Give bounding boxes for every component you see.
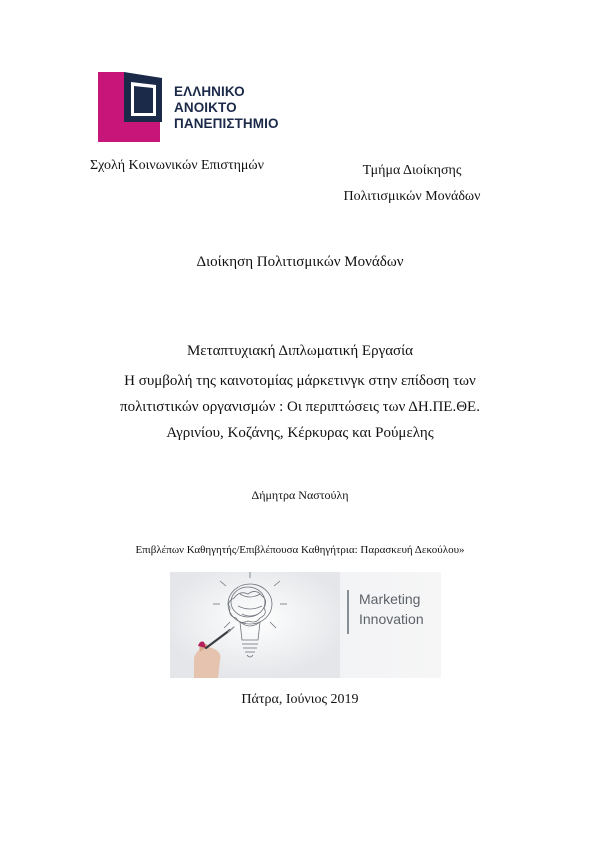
banner-line-2: Innovation bbox=[359, 611, 424, 627]
logo-line-3: ΠΑΝΕΠΙΣΤΗΜΙΟ bbox=[174, 116, 279, 131]
department-name bbox=[332, 158, 492, 210]
university-logo-icon bbox=[98, 70, 168, 142]
department-line-2: Πολιτισμικών Μονάδων bbox=[343, 189, 481, 204]
university-logo-text bbox=[174, 84, 279, 132]
program-name: Διοίκηση Πολιτισμικών Μονάδων bbox=[196, 254, 404, 270]
department-line-1: Τμήμα Διοίκησης bbox=[362, 163, 462, 178]
author-name: Δήμητρα Ναστούλη bbox=[251, 488, 349, 502]
thesis-title bbox=[0, 368, 600, 446]
thesis-type: Μεταπτυχιακή Διπλωματική Εργασία bbox=[186, 343, 414, 359]
thesis-title-line-1: Η συμβολή της καινοτομίας μάρκετινγκ στην επίδοση των bbox=[124, 373, 476, 389]
thesis-title-line-2: πολιτιστικών οργανισμών : Οι περιπτώσεις των ΔΗ.ΠΕ.ΘΕ. bbox=[120, 399, 480, 415]
hand-drawing-lightbulb-icon bbox=[170, 572, 340, 678]
supervisor-line: Επιβλέπων Καθηγητής/Επιβλέπουσα Καθηγήτρια: Παρασκευή Δεκούλου» bbox=[135, 544, 465, 556]
logo-line-1: ΕΛΛΗΝΙΚΟ bbox=[174, 84, 245, 99]
marketing-innovation-banner bbox=[170, 572, 441, 678]
banner-divider bbox=[347, 590, 349, 634]
logo-line-2: ΑΝΟΙΚΤΟ bbox=[174, 100, 237, 115]
university-logo bbox=[98, 70, 298, 142]
school-name: Σχολή Κοινωνικών Επιστημών bbox=[90, 158, 264, 173]
banner-text bbox=[359, 589, 424, 629]
place-and-date: Πάτρα, Ιούνιος 2019 bbox=[241, 692, 359, 707]
banner-line-1: Marketing bbox=[359, 591, 421, 607]
thesis-title-line-3: Αγρινίου, Κοζάνης, Κέρκυρας και Ρούμελης bbox=[166, 425, 434, 441]
